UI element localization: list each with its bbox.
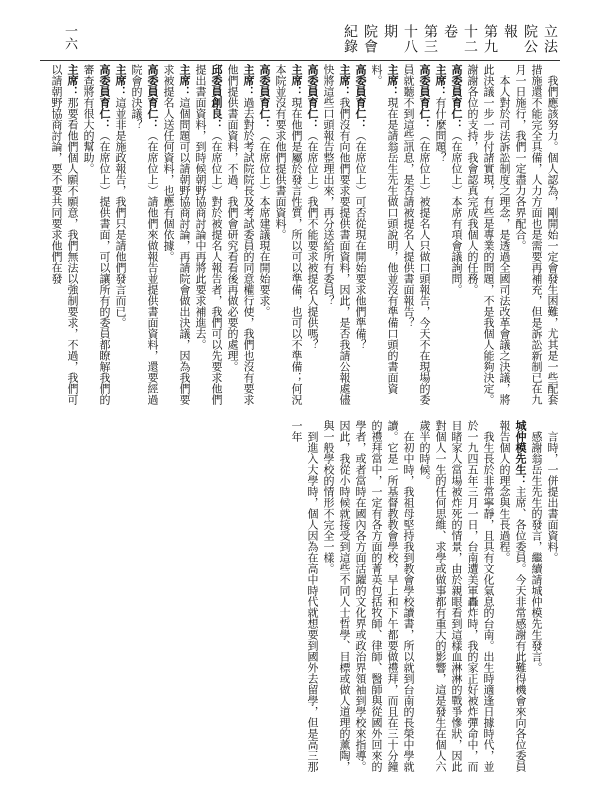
- speaker-label: 主席：: [290, 64, 303, 97]
- speaker-label: 高委員育仁：: [418, 64, 431, 130]
- paragraph-text: 主席、各位委員。今天非常感謝有此難得機會來向各位委員報告個人的理念與生長過程。: [498, 420, 527, 772]
- paragraph-text: 有什麼問題？: [434, 97, 447, 163]
- paragraph-text: （在席位上）本席建議現在開始要求。: [258, 130, 271, 317]
- paragraph-text: 我們應該努力。個人認為，剛開始一定會發生困難，尤其是一些配套措施還不能完全具備，人力方面也是需要再補充，但是訴訟新制已在九月一日施行，我們一定盡力各界配合。: [514, 64, 559, 405]
- paragraph-text: （在席位上）本席有項會議詢問。: [450, 130, 463, 295]
- paragraph-text: 這並非是施政報告，我們只是請他們發言而已。: [114, 97, 127, 328]
- paragraph-text: （在席位上）請他們來做報告並提供書面資料，還要經過院會的決議？: [130, 64, 159, 405]
- speaker-label: 高委員育仁：: [354, 64, 367, 130]
- bottom-text-band: [38, 420, 560, 772]
- speaker-label: 主席：: [66, 64, 79, 97]
- speaker-label: 主席：: [338, 64, 351, 97]
- speaker-label: 高委員育仁：: [450, 64, 463, 130]
- paragraph: [224, 64, 256, 406]
- paragraph: [304, 64, 320, 406]
- paragraph-text: 感謝翁岳生先生的發言，繼續請城仲模先生發言。: [530, 431, 543, 673]
- page-number: 一六: [62, 24, 77, 50]
- speaker-label: 高委員育仁：: [258, 64, 271, 130]
- paragraph-text: （在席位上）被提名人只做口頭報告，今天不在現場的委員就聽不到這些訊息，是否請被提名人提供書面報告？: [402, 64, 431, 405]
- paragraph: [512, 64, 560, 406]
- paragraph-text: （在席位上）提供書面，可以讓所有的委員都瞭解我們的審查將有很大的幫助。: [82, 64, 111, 405]
- paragraph-text: 本人對於司法訴訟制度之理念，是透過全國司法改革會議之決議，將此決議一步一步付諸實現，有些是專業的問題，不是我個人能夠決定。謝謝各位的支持，我會認真完成我個人的任務。: [466, 64, 511, 405]
- speaker-label: 主席：: [242, 64, 255, 97]
- paragraph: [192, 64, 224, 406]
- speaker-label: 高委員育仁：: [306, 64, 319, 130]
- paragraph: [464, 64, 512, 406]
- speaker-label: 城仲模先生：: [514, 420, 527, 486]
- paragraph-text: 我們沒有向他們要求要提供書面資料，因此，是否我請公報處儘快將這些口頭報告整理出來，再分送給所有委員？: [322, 64, 351, 405]
- paragraph-text: 那要看他們個人願不願意，我們無法以強制要求，不過，我們可以請朝野協商討論，要不要共同要求他們在發: [50, 64, 79, 405]
- paragraph: [400, 64, 432, 406]
- gazette-title: 立法院公報 第九十二卷 第三十八期 院會紀錄: [342, 24, 558, 54]
- top-text-band: [38, 64, 560, 406]
- paragraph-text: 過去對於考試院院長及考試委員的同意權行使，我們也沒有要求他們提供書面資料，不過，我們會研究看看後再做必要的處理。: [226, 64, 255, 405]
- paragraph-text: 這個問題可以請朝野協商討論，再請院會做出決議，因為我們要求被提名人送任何資料，也應有個依據。: [162, 64, 191, 405]
- paragraph: [160, 64, 192, 406]
- paragraph: [128, 64, 160, 406]
- paragraph: [496, 420, 528, 772]
- speaker-label: 高委員育仁：: [98, 64, 111, 130]
- paragraph-text: 在初中時，我祖母堅持我到教會學校讀書，所以就到台南的長榮中學就讀。它是一所基督教教會學校，早上和下午都要做禮拜，而且在三十分鐘的禮拜當中，一定有各方面的菁英包括牧師、律師、醫師與從國外回來的學者，或者當時在國內各方面活躍的文化界或政治界領袖到學校來指導。因此，我從小時候就接受到這些不同人士哲學、目標或做人道理的薰陶，與一般學校的情形不完全一樣。: [322, 420, 415, 772]
- paragraph: [352, 64, 368, 406]
- paragraph: [320, 64, 352, 406]
- speaker-label: 主席：: [114, 64, 127, 97]
- paragraph: [80, 64, 112, 406]
- page-header: [60, 24, 560, 56]
- paragraph: [256, 64, 272, 406]
- paragraph: [112, 64, 128, 406]
- paragraph-text: （在席位上）我們不能要求被提名人提供嗎？: [306, 130, 319, 350]
- speaker-label: 高委員育仁：: [146, 64, 159, 130]
- paragraph-text: 我生長於非常寧靜，且具有文化氣息的台南。出生時適逢日據時代，並於一九四五年三月一日，台南遭美軍轟炸時，我的家正好被炸彈命中，而目睹家人當場被炸死的情景，由於親眼看到這樣血淋淋的戰爭慘狀，因此對個人一生的任何思維、求學或做事都有重大的影響，這是發生在個人六歲半的時候。: [418, 420, 495, 772]
- paragraph-text: （在席位上）對於被提名人報告者，我們可以先要求他們提出書面資料，到時候朝野協商討論中再將此要求補進去。: [194, 64, 223, 405]
- paragraph-text: （在席位上）可否從現在開始要求他們準備？: [354, 130, 367, 350]
- paragraph-text: 言時，一併提出書面資料。: [546, 431, 559, 563]
- speaker-label: 邱委員創良：: [210, 64, 223, 130]
- paragraph: [272, 64, 304, 406]
- top-rule: [40, 60, 560, 61]
- paragraph: [48, 64, 80, 406]
- paragraph: [432, 64, 448, 406]
- paragraph: [544, 420, 560, 772]
- paragraph-text: 現在他們是屬於發言性質，所以可以準備，也可以不準備；何況本院並沒有要求他們提供書面資料。: [274, 64, 303, 405]
- paragraph: [416, 420, 496, 772]
- paragraph: [528, 420, 544, 772]
- paragraph-text: 現在是請翁岳生先生做口頭說明，他並沒有準備口頭的書面資料。: [370, 64, 399, 394]
- paragraph-text: 到進入大學時，個人因為在高中時代就想要到國外去留學，但是高三那一年: [290, 420, 319, 772]
- paragraph: [368, 64, 400, 406]
- paragraph: [320, 420, 416, 772]
- speaker-label: 主席：: [434, 64, 447, 97]
- paragraph: [448, 64, 464, 406]
- speaker-label: 主席：: [178, 64, 191, 97]
- speaker-label: 主席：: [386, 64, 399, 97]
- paragraph: [288, 420, 320, 772]
